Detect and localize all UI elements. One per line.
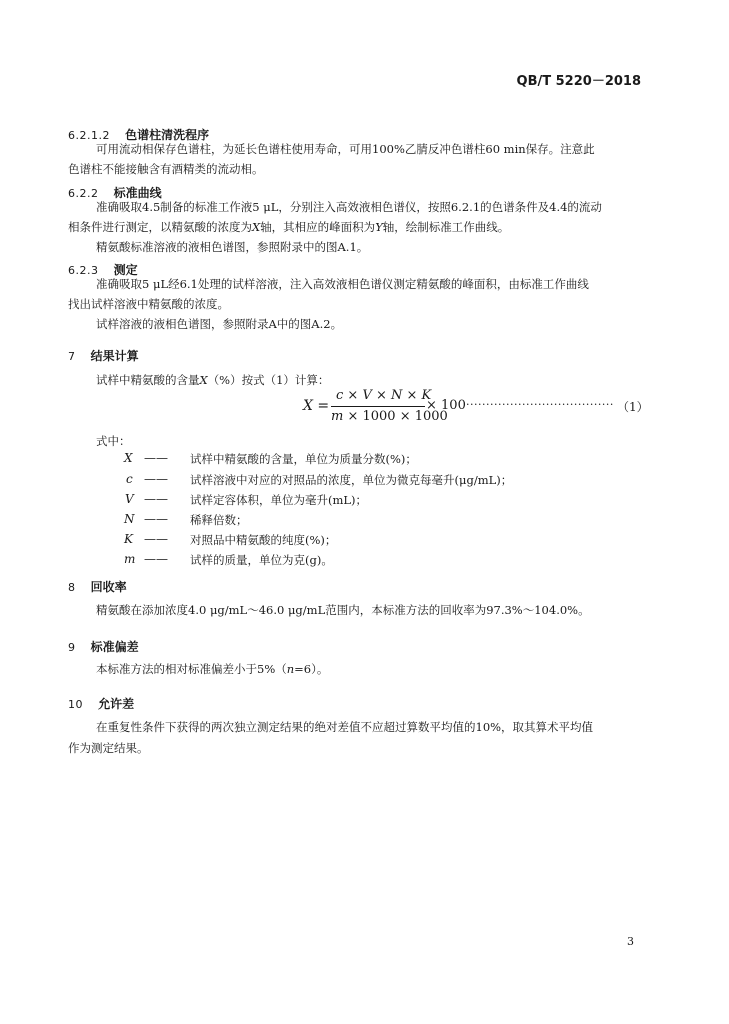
section-number: 6.2.3 (68, 264, 99, 277)
formula-denominator: m × 1000 × 1000 (331, 409, 448, 424)
fraction-line (331, 406, 425, 407)
paragraph-line: 本标准方法的相对标准偏差小于5%（n=6）。 (96, 662, 329, 676)
standard-number: QB/T 5220－2018 (516, 74, 641, 89)
section-number: 6.2.2 (68, 187, 99, 200)
variable-symbol: K (124, 532, 133, 546)
paragraph-line: 试样中精氨酸的含量X（%）按式（1）计算： (96, 373, 330, 387)
variable-dash: —— (144, 532, 168, 546)
paragraph-line: 在重复性条件下获得的两次独立测定结果的绝对差值不应超过算数平均值的10%，取其算术平均值 (96, 720, 594, 734)
paragraph-line: 可用流动相保存色谱柱，为延长色谱柱使用寿命，可用100%乙腈反冲色谱柱60 min保存。注意此 (96, 142, 595, 156)
variable-desc: 稀释倍数； (190, 513, 248, 527)
formula-tail: × 100 (426, 398, 466, 413)
section-8-heading (68, 576, 127, 595)
section-number: 9 (68, 641, 76, 654)
where-label: 式中： (96, 434, 131, 448)
section-number: 6.2.1.2 (68, 129, 110, 142)
paragraph-line: 找出试样溶液中精氨酸的浓度。 (68, 297, 229, 311)
variable-symbol: c (126, 472, 133, 486)
paragraph-line: 准确吸取4.5制备的标准工作液5 μL，分别注入高效液相色谱仪，按照6.2.1的色谱条件及4.4的流动 (96, 200, 602, 214)
variable-symbol: m (124, 552, 136, 566)
paragraph-line: 精氨酸在添加浓度4.0 μg/mL～46.0 μg/mL范围内，本标准方法的回收率为97.3%～104.0%。 (96, 603, 590, 617)
paragraph-line: 相条件进行测定，以精氨酸的浓度为X轴，其相应的峰面积为Y轴，绘制标准工作曲线。 (68, 220, 510, 234)
equation-number: （1） (617, 400, 649, 414)
paragraph-line: 试样溶液的液相色谱图，参照附录A中的图A.2。 (96, 317, 343, 331)
variable-desc: 试样中精氨酸的含量，单位为质量分数(%)； (190, 452, 417, 466)
formula-numerator: c × V × N × K (336, 388, 432, 403)
paragraph-line: 色谱柱不能接触含有酒精类的流动相。 (68, 162, 264, 176)
section-title: 标准偏差 (90, 640, 139, 654)
variable-desc: 对照品中精氨酸的纯度(%)； (190, 533, 337, 547)
paragraph-line: 精氨酸标准溶液的液相色谱图，参照附录中的图A.1。 (96, 240, 369, 254)
variable-dash: —— (144, 492, 168, 506)
formula-leader-dots: ····································· (466, 398, 614, 411)
paragraph-line: 准确吸取5 μL经6.1处理的试样溶液，注入高效液相色谱仪测定精氨酸的峰面积，由标准工作曲线 (96, 277, 589, 291)
variable-dash: —— (144, 472, 168, 486)
variable-dash: —— (144, 451, 168, 465)
variable-symbol: X (124, 451, 133, 465)
section-title: 允许差 (98, 697, 135, 711)
variable-dash: —— (144, 512, 168, 526)
section-7-heading (68, 345, 139, 364)
page-number: 3 (627, 935, 634, 948)
variable-symbol: V (125, 492, 134, 506)
paragraph-line: 作为测定结果。 (68, 741, 149, 755)
variable-symbol: N (124, 512, 135, 526)
variable-desc: 试样的质量，单位为克(g)。 (190, 553, 333, 567)
section-number: 10 (68, 698, 83, 711)
section-number: 8 (68, 581, 76, 594)
section-title: 回收率 (90, 580, 127, 594)
section-title: 标准曲线 (113, 186, 162, 200)
variable-desc: 试样溶液中对应的对照品的浓度，单位为微克每毫升(μg/mL)； (190, 473, 513, 487)
section-title: 结果计算 (90, 349, 139, 363)
section-number: 7 (68, 350, 76, 363)
formula-lhs: X = (303, 398, 330, 414)
section-title: 测定 (113, 263, 138, 277)
variable-desc: 试样定容体积，单位为毫升(mL)； (190, 493, 368, 507)
section-title: 色谱柱清洗程序 (125, 128, 210, 142)
section-10-heading (68, 693, 134, 712)
variable-dash: —— (144, 552, 168, 566)
section-9-heading (68, 636, 139, 655)
